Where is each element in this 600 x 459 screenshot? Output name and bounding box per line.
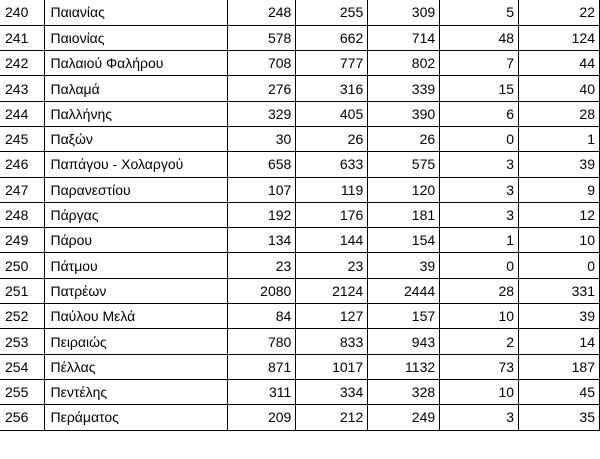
value-cell-3: 714 (368, 25, 440, 50)
value-cell-5: 39 (519, 152, 600, 177)
value-cell-1: 2080 (228, 278, 296, 303)
value-cell-1: 578 (228, 25, 296, 50)
table-row (0, 177, 600, 202)
value-cell-2: 316 (296, 76, 368, 101)
value-cell-4: 10 (440, 379, 519, 404)
value-cell-1: 84 (228, 304, 296, 329)
municipality-name-cell: Πάρου (45, 228, 228, 253)
row-number-cell: 256 (0, 405, 45, 430)
value-cell-2: 2124 (296, 278, 368, 303)
value-cell-4: 7 (440, 51, 519, 76)
row-number-cell: 255 (0, 379, 45, 404)
table-row (0, 202, 600, 227)
value-cell-3: 309 (368, 0, 440, 25)
value-cell-5: 1 (519, 126, 600, 151)
table-row (0, 126, 600, 151)
value-cell-2: 144 (296, 228, 368, 253)
value-cell-2: 26 (296, 126, 368, 151)
value-cell-3: 339 (368, 76, 440, 101)
table-row (0, 354, 600, 379)
table-row (0, 304, 600, 329)
value-cell-5: 44 (519, 51, 600, 76)
municipality-name-cell: Παπάγου - Χολαργού (45, 152, 228, 177)
table-row (0, 278, 600, 303)
municipality-name-cell: Παλλήνης (45, 101, 228, 126)
value-cell-3: 390 (368, 101, 440, 126)
value-cell-4: 0 (440, 126, 519, 151)
row-number-cell: 248 (0, 202, 45, 227)
value-cell-3: 575 (368, 152, 440, 177)
value-cell-5: 28 (519, 101, 600, 126)
row-number-cell: 253 (0, 329, 45, 354)
table-row (0, 405, 600, 430)
table-row (0, 253, 600, 278)
value-cell-1: 329 (228, 101, 296, 126)
value-cell-2: 633 (296, 152, 368, 177)
municipality-name-cell: Παξών (45, 126, 228, 151)
value-cell-4: 15 (440, 76, 519, 101)
value-cell-4: 5 (440, 0, 519, 25)
value-cell-5: 10 (519, 228, 600, 253)
table-row (0, 0, 600, 25)
value-cell-5: 45 (519, 379, 600, 404)
value-cell-4: 2 (440, 329, 519, 354)
row-number-cell: 254 (0, 354, 45, 379)
value-cell-1: 192 (228, 202, 296, 227)
value-cell-3: 2444 (368, 278, 440, 303)
row-number-cell: 252 (0, 304, 45, 329)
value-cell-4: 1 (440, 228, 519, 253)
municipality-name-cell: Παρανεστίου (45, 177, 228, 202)
row-number-cell: 244 (0, 101, 45, 126)
value-cell-5: 39 (519, 304, 600, 329)
value-cell-5: 331 (519, 278, 600, 303)
table-row (0, 228, 600, 253)
value-cell-4: 73 (440, 354, 519, 379)
value-cell-2: 127 (296, 304, 368, 329)
row-number-cell: 247 (0, 177, 45, 202)
value-cell-3: 26 (368, 126, 440, 151)
value-cell-5: 187 (519, 354, 600, 379)
value-cell-1: 708 (228, 51, 296, 76)
value-cell-1: 23 (228, 253, 296, 278)
municipality-name-cell: Παιανίας (45, 0, 228, 25)
value-cell-3: 154 (368, 228, 440, 253)
table-row (0, 76, 600, 101)
value-cell-1: 658 (228, 152, 296, 177)
value-cell-3: 181 (368, 202, 440, 227)
value-cell-1: 107 (228, 177, 296, 202)
value-cell-5: 12 (519, 202, 600, 227)
value-cell-5: 35 (519, 405, 600, 430)
municipality-name-cell: Παλαμά (45, 76, 228, 101)
value-cell-2: 1017 (296, 354, 368, 379)
value-cell-2: 833 (296, 329, 368, 354)
value-cell-2: 334 (296, 379, 368, 404)
municipality-name-cell: Περάματος (45, 405, 228, 430)
value-cell-1: 248 (228, 0, 296, 25)
table-row (0, 152, 600, 177)
value-cell-4: 0 (440, 253, 519, 278)
value-cell-5: 22 (519, 0, 600, 25)
value-cell-3: 1132 (368, 354, 440, 379)
value-cell-3: 39 (368, 253, 440, 278)
value-cell-2: 255 (296, 0, 368, 25)
value-cell-5: 124 (519, 25, 600, 50)
value-cell-4: 6 (440, 101, 519, 126)
value-cell-3: 802 (368, 51, 440, 76)
value-cell-1: 871 (228, 354, 296, 379)
municipality-name-cell: Παύλου Μελά (45, 304, 228, 329)
row-number-cell: 242 (0, 51, 45, 76)
value-cell-3: 328 (368, 379, 440, 404)
municipality-name-cell: Πειραιώς (45, 329, 228, 354)
value-cell-4: 3 (440, 152, 519, 177)
row-number-cell: 241 (0, 25, 45, 50)
value-cell-4: 3 (440, 405, 519, 430)
value-cell-1: 134 (228, 228, 296, 253)
value-cell-4: 3 (440, 202, 519, 227)
municipality-name-cell: Παιονίας (45, 25, 228, 50)
municipality-name-cell: Πέλλας (45, 354, 228, 379)
value-cell-1: 276 (228, 76, 296, 101)
value-cell-2: 662 (296, 25, 368, 50)
table-row (0, 379, 600, 404)
value-cell-4: 3 (440, 177, 519, 202)
value-cell-2: 405 (296, 101, 368, 126)
value-cell-5: 0 (519, 253, 600, 278)
value-cell-3: 943 (368, 329, 440, 354)
value-cell-2: 176 (296, 202, 368, 227)
value-cell-4: 28 (440, 278, 519, 303)
value-cell-1: 209 (228, 405, 296, 430)
value-cell-3: 157 (368, 304, 440, 329)
municipality-name-cell: Πεντέλης (45, 379, 228, 404)
row-number-cell: 243 (0, 76, 45, 101)
table-row (0, 51, 600, 76)
row-number-cell: 249 (0, 228, 45, 253)
municipality-name-cell: Πάτμου (45, 253, 228, 278)
row-number-cell: 240 (0, 0, 45, 25)
value-cell-4: 48 (440, 25, 519, 50)
value-cell-1: 780 (228, 329, 296, 354)
value-cell-2: 777 (296, 51, 368, 76)
value-cell-2: 23 (296, 253, 368, 278)
municipality-name-cell: Πατρέων (45, 278, 228, 303)
value-cell-3: 120 (368, 177, 440, 202)
value-cell-5: 40 (519, 76, 600, 101)
value-cell-3: 249 (368, 405, 440, 430)
row-number-cell: 245 (0, 126, 45, 151)
table-row (0, 101, 600, 126)
row-number-cell: 251 (0, 278, 45, 303)
value-cell-2: 119 (296, 177, 368, 202)
table-row (0, 329, 600, 354)
value-cell-1: 30 (228, 126, 296, 151)
table-row (0, 25, 600, 50)
value-cell-5: 9 (519, 177, 600, 202)
value-cell-1: 311 (228, 379, 296, 404)
value-cell-2: 212 (296, 405, 368, 430)
municipality-name-cell: Πάργας (45, 202, 228, 227)
row-number-cell: 246 (0, 152, 45, 177)
value-cell-5: 14 (519, 329, 600, 354)
value-cell-4: 10 (440, 304, 519, 329)
row-number-cell: 250 (0, 253, 45, 278)
municipality-name-cell: Παλαιού Φαλήρου (45, 51, 228, 76)
